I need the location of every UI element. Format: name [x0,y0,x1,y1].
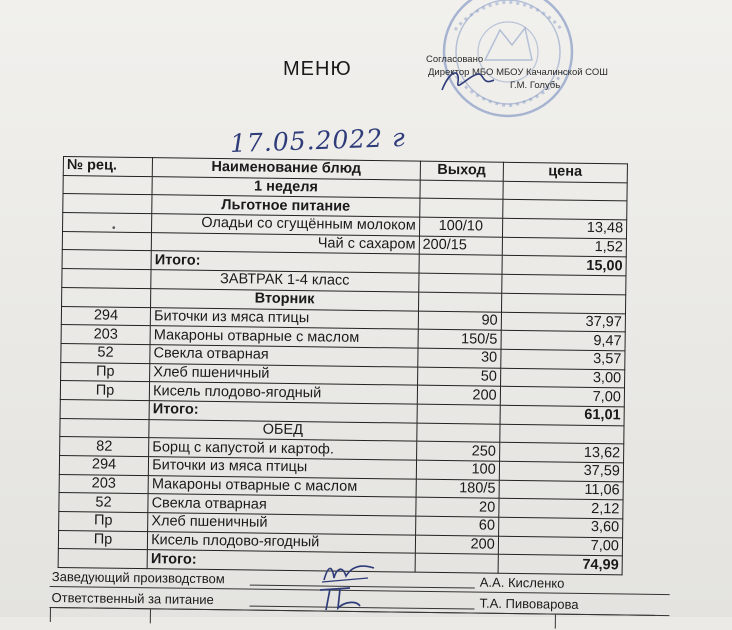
row-out: 30 [417,348,500,368]
row-name: Свекла отварная [148,494,416,516]
row-out: 200 [415,535,498,555]
row-num: Пр [60,381,149,401]
row-price: 37,59 [499,461,623,481]
row-out: 150/5 [418,329,501,349]
col-header-price: цена [503,162,627,182]
row-name: Чай с сахаром [151,232,419,254]
total-value: 15,00 [502,256,626,276]
row-price: 3,57 [501,349,625,369]
row-price: 7,00 [498,536,622,556]
total-value: 61,01 [500,405,624,425]
row-price: 2,12 [499,499,623,519]
row-price: 3,60 [498,517,622,537]
section-subtitle: Вторник [151,288,419,310]
approval-line-3: Г.М. Голубь [510,80,561,91]
row-out: 60 [415,516,498,536]
row-num: 82 [60,437,149,457]
row-out: 200/15 [419,236,502,256]
row-out: 90 [418,311,501,331]
col-header-name: Наименование блюд [152,158,420,180]
row-num: 294 [59,455,148,475]
row-name: Кисель плодово-ягодный [148,531,416,553]
row-price: 37,97 [501,312,625,332]
director-signature-icon [438,66,498,96]
row-num: 294 [61,306,150,326]
row-num: 203 [61,325,150,345]
row-price: 1,52 [502,237,626,257]
row-num: 203 [59,474,148,494]
total-label: Итого: [151,251,419,273]
total-value: 74,99 [498,555,622,575]
row-num: Пр [59,512,148,532]
row-name: Биточки из мяса птицы [148,457,416,479]
col-header-num: № рец. [63,157,152,177]
row-out: 250 [416,441,499,461]
row-name: Кисель плодово-ягодный [149,382,417,404]
row-name: Оладьи со сгущённым молоком [152,214,420,236]
col-header-out: Выход [420,161,503,181]
section-title: Льготное питание [152,195,420,217]
row-price: 7,00 [500,386,624,406]
row-out: 100/10 [419,217,502,237]
section-title: ЗАВТРАК 1-4 класс [151,270,419,292]
row-name: Биточки из мяса птицы [150,307,418,329]
row-num: 52 [59,493,148,513]
row-price: 9,47 [501,330,625,350]
row-price: 3,00 [500,368,624,388]
row-num: Пр [61,362,150,382]
row-out: 200 [417,385,500,405]
row-name: Хлеб пшеничный [148,513,416,535]
row-out: 180/5 [416,479,499,499]
approval-line-2: Директор МБО МБОУ Качалинской СОШ [428,67,608,78]
nutrition-role: Ответственный за питание [51,590,214,608]
row-out: 50 [417,367,500,387]
week-label: 1 неделя [152,176,420,198]
row-price: 13,62 [499,443,623,463]
page-title: МЕНЮ [283,58,352,80]
row-num: Пр [58,530,147,550]
row-name: Борщ с капустой и картоф. [149,438,417,460]
pen-mark: • [112,223,116,234]
row-price: 11,06 [499,480,623,500]
row-num [62,231,151,251]
menu-table [58,156,628,575]
approval-line-1: Согласовано [426,54,484,65]
row-name: Макароны отварные с маслом [148,475,416,497]
total-label: Итого: [147,550,415,572]
row-num [63,213,152,233]
production-role: Заведующий производством [51,569,225,587]
menu-date: 17.05.2022 г [229,122,407,159]
nutrition-name: Т.А. Пивоварова [479,595,579,612]
row-name: Хлеб пшеничный [150,363,418,385]
total-label: Итого: [149,401,417,423]
row-name: Макароны отварные с маслом [150,326,418,348]
row-out: 20 [415,498,498,518]
row-num: 52 [61,343,150,363]
production-name: А.А. Кисленко [479,574,565,591]
section-title: ОБЕД [149,419,417,441]
row-price: 13,48 [502,218,626,238]
production-signature-icon [318,560,378,586]
row-out: 100 [416,460,499,480]
row-name: Свекла отварная [150,345,418,367]
nutrition-signature-icon [310,584,370,614]
